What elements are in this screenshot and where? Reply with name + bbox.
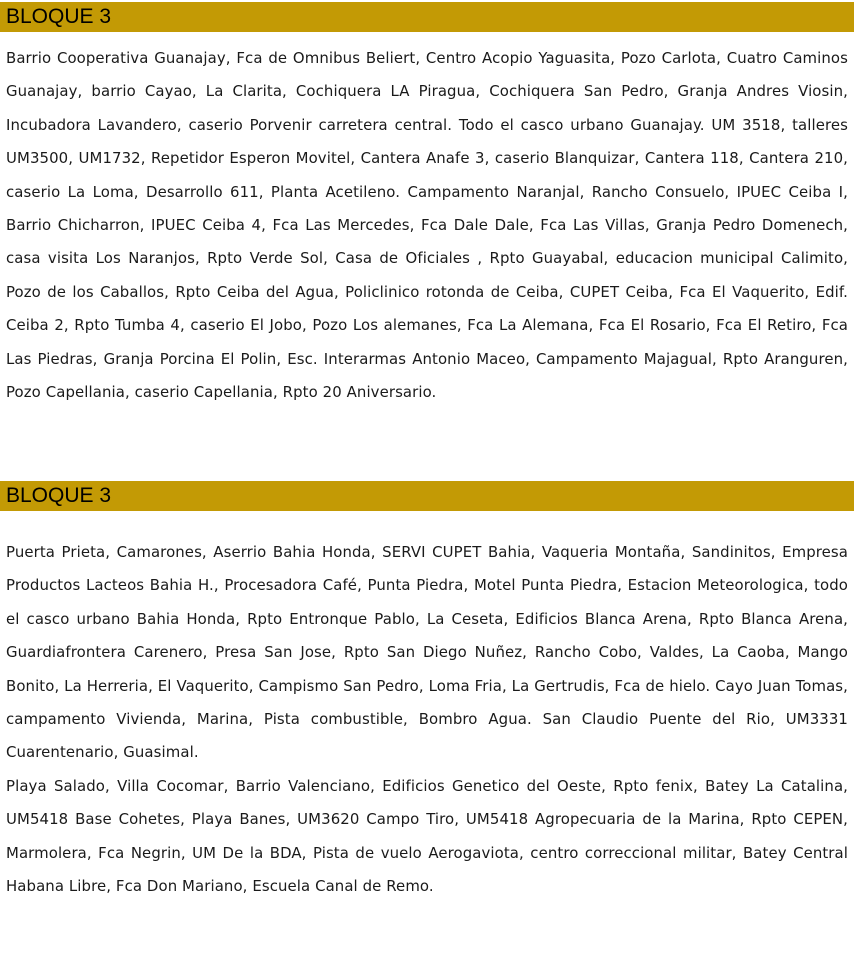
section-body-2 [6,536,848,903]
section-header-1 [0,2,854,32]
section-header-2 [0,481,854,511]
section-2-paragraph-1: Puerta Prieta, Camarones, Aserrio Bahia Honda, SERVI CUPET Bahia, Vaqueria Montaña, Sandinitos, Empresa Productos Lacteos Bahia H., Procesadora Café, Punta Piedra, Motel Punta Piedra, Estacion Meteorologica, todo el casco urbano Bahia Honda, Rpto Entronque Pablo, La Ceseta, Edificios Blanca Arena, Rpto Blanca Arena, Guardiafrontera Carenero, Presa San Jose, Rpto San Diego Nuñez, Rancho Cobo, Valdes, La Caoba, Mango Bonito, La Herreria, El Vaquerito, Campismo San Pedro, Loma Fria, La Gertrudis, Fca de hielo. Cayo Juan Tomas, campamento Vivienda, Marina, Pista combustible, Bombro Agua. San Claudio Puente del Rio, UM3331 Cuarentenario, Guasimal. [6,543,848,762]
section-2-paragraph-2: Playa Salado, Villa Cocomar, Barrio Valenciano, Edificios Genetico del Oeste, Rpto fenix, Batey La Catalina, UM5418 Base Cohetes, Playa Banes, UM3620 Campo Tiro, UM5418 Agropecuaria de la Marina, Rpto CEPEN, Marmolera, Fca Negrin, UM De la BDA, Pista de vuelo Aerogaviota, centro correccional militar, Batey Central Habana Libre, Fca Don Mariano, Escuela Canal de Remo. [6,776,848,896]
section-body-1 [6,42,848,409]
section-title-2: BLOQUE 3 [6,484,112,507]
section-1-paragraph-1: Barrio Cooperativa Guanajay, Fca de Omnibus Beliert, Centro Acopio Yaguasita, Pozo Carlota, Cuatro Caminos Guanajay, barrio Cayao, La Clarita, Cochiquera LA Piragua, Cochiquera San Pedro, Granja Andres Viosin, Incubadora Lavandero, caserio Porvenir carretera central. Todo el casco urbano Guanajay. UM 3518, talleres UM3500, UM1732, Repetidor Esperon Movitel, Cantera Anafe 3, caserio Blanquizar, Cantera 118, Cantera 210, caserio La Loma, Desarrollo 611, Planta Acetileno. Campamento Naranjal, Rancho Consuelo, IPUEC Ceiba I, Barrio Chicharron, IPUEC Ceiba 4, Fca Las Mercedes, Fca Dale Dale, Fca Las Villas, Granja Pedro Domenech, casa visita Los Naranjos, Rpto Verde Sol, Casa de Oficiales , Rpto Guayabal, educacion municipal Calimito, Pozo de los Caballos, Rpto Ceiba del Agua, Policlinico rotonda de Ceiba, CUPET Ceiba, Fca El Vaquerito, Edif. Ceiba 2, Rpto Tumba 4, caserio El Jobo, Pozo Los alemanes, Fca La Alemana, Fca El Rosario, Fca El Retiro, Fca Las Piedras, Granja Porcina El Polin, Esc. Interarmas Antonio Maceo, Campamento Majagual, Rpto Aranguren, Pozo Capellania, caserio Capellania, Rpto 20 Aniversario. [6,49,848,402]
section-title-1: BLOQUE 3 [6,5,112,28]
